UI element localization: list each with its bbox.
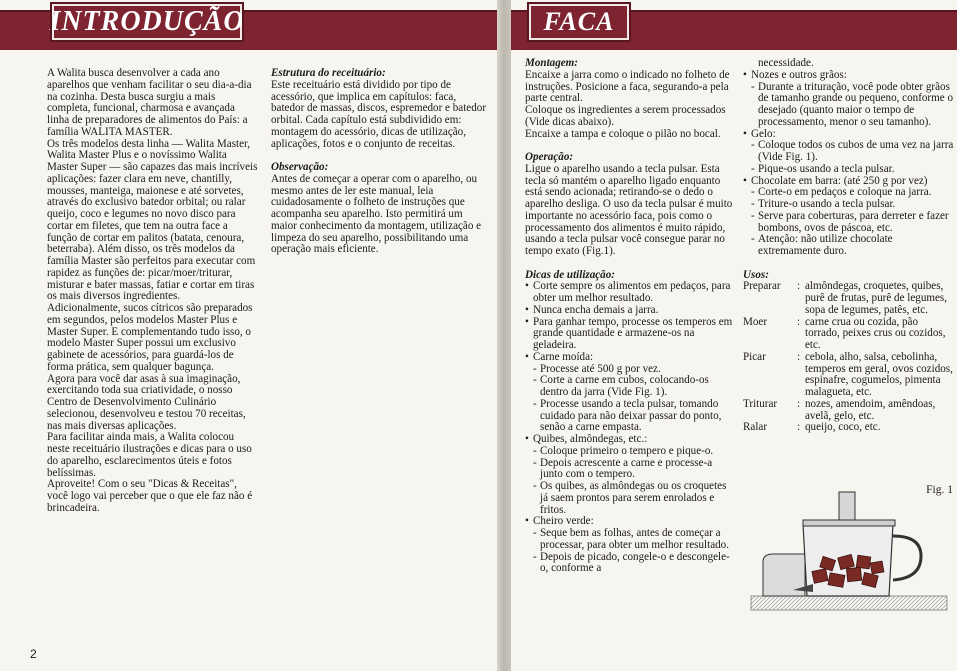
observacao-heading: Observação:: [271, 161, 329, 173]
montagem-text: Encaixe a jarra como o indicado no folheto de instruções. Posicione a faca, segurando-a pela parte central.: [525, 68, 730, 105]
table-row: Moer : carne crua ou cozida, pão torrado, peixes crus ou cozidos, etc.: [743, 315, 946, 351]
sub-item: - Atenção: não utilize chocolate extremamente duro.: [751, 234, 955, 258]
sub-item: - Depois de picado, congele-o e descongele-o, conforme a: [533, 552, 737, 576]
list-item: • Carne moída: - Processe até 500 g por vez. - Corte a carne em cubos, colocando-os dentro da jarra (Vide Fig. 1). - Processe usando a tecla pulsar, tomando cuidado para não deixar passar do ponto, senão a carne empasta.: [525, 352, 737, 434]
page-number: 2: [30, 647, 37, 661]
sub-item: - Processe até 500 g por vez.: [533, 364, 737, 376]
sub-item: - Triture-o usando a tecla pulsar.: [751, 199, 955, 211]
list-item: • Chocolate em barra: (até 250 g por vez) - Corte-o em pedaços e coloque na jarra. - Triture-o usando a tecla pulsar. - Serve para coberturas, para derreter e fazer bombons, ovos de páscoa, etc. - Atenção: não utilize chocolate extremamente duro.: [743, 176, 955, 258]
usos-heading: Usos:: [743, 268, 769, 281]
book-gutter: [497, 0, 511, 671]
table-row: Preparar : almôndegas, croquetes, quibes, purê de frutas, purê de legumes, sopa de legumes, patês, etc.: [743, 280, 948, 316]
list-item: • Quibes, almôndegas, etc.: - Coloque primeiro o tempero e pique-o. - Depois acrescente a carne e processe-a junto com o tempero. - Os quibes, as almôndegas ou os croquetes já saem prontos para serem enrolados e fritos.: [525, 434, 737, 516]
list-item: • Corte sempre os alimentos em pedaços, para obter um melhor resultado.: [525, 281, 737, 305]
sub-item: - Pique-os usando a tecla pulsar.: [751, 164, 955, 176]
intro-paragraph: Agora para você dar asas à sua imaginação, exercitando toda sua criatividade, o nosso Centro de Desenvolvimento Culinário selecionou, desenvolveu e testou 70 receitas, nas mais diversas aplicações.: [47, 372, 246, 432]
list-item: • Gelo: - Coloque todos os cubos de uma vez na jarra (Vide Fig. 1). - Pique-os usando a tecla pulsar.: [743, 129, 955, 176]
faca-column-2: [743, 58, 955, 434]
continued-text: necessidade.: [758, 57, 814, 69]
intro-column: [47, 68, 259, 515]
sub-item: - Seque bem as folhas, antes de começar a processar, para obter um melhor resultado.: [533, 528, 737, 552]
sub-item: - Coloque primeiro o tempero e pique-o.: [533, 446, 737, 458]
dicas-list-continued: [743, 70, 955, 258]
structure-column: [271, 68, 489, 256]
sub-item: - Depois acrescente a carne e processe-a junto com o tempero.: [533, 458, 737, 482]
sub-item: - Corte a carne em cubos, colocando-os dentro da jarra (Vide Fig. 1).: [533, 375, 737, 399]
table-row: Triturar : nozes, amendoim, amêndoas, avelã, gelo, etc.: [743, 397, 936, 422]
sub-item: - Os quibes, as almôndegas ou os croquetes já saem prontos para serem enrolados e fritos.: [533, 481, 737, 516]
sub-item: - Coloque todos os cubos de uma vez na jarra (Vide Fig. 1).: [751, 140, 955, 164]
intro-paragraph: Adicionalmente, sucos cítricos são preparados em segundos, pelos modelos Master Plus e Master Super. E complementando tudo isso, o modelo Master Super possui um exclusivo gabinete de acessórios, para guardá-los de forma prática, sem qualquer bagunça.: [47, 302, 253, 373]
list-item: • Nunca encha demais a jarra.: [525, 305, 737, 317]
intro-paragraph: Aproveite! Com o seu "Dicas & Receitas", você logo vai perceber que o que ele faz não é brincadeira.: [47, 478, 253, 514]
intro-paragraph: Os três modelos desta linha — Walita Master, Walita Master Plus e o novíssimo Walita Master Super — são capazes das mais incríveis aplicações: fazer clara em neve, chantilly, mousses, manteiga, maionese e até sorvetes, através do exclusivo batedor orbital; ou ralar queijo, coco e legumes no novo disco para cortar em filetes, que tem na outra face a função de cortar em palitos (batata, cenoura, beterraba). Além disso, os três modelos da família Master são perfeitos para executar com rapidez as funções de: picar/moer/triturar, misturar e bater massas, fatiar e cortar em tiras os mais diversos ingredientes.: [47, 137, 258, 303]
list-item: • Para ganhar tempo, processe os temperos em grande quantidade e armazene-os na geladeira.: [525, 317, 737, 352]
observacao-text: Antes de começar a operar com o aparelho, ou mesmo antes de ler este manual, leia cuidadosamente o folheto de instruções que acompanha seu aparelho. Isto permitirá um maior conhecimento da montagem, utilização e limpeza do seu aparelho, possibilitando uma operação mais eficiente.: [271, 172, 482, 256]
sub-item: - Processe usando a tecla pulsar, tomando cuidado para não deixar passar do ponto, senão a carne empasta.: [533, 399, 737, 434]
food-processor-illustration: [743, 484, 955, 612]
montagem-text: Encaixe a tampa e coloque o pilão no bocal.: [525, 127, 721, 140]
intro-paragraph: Para facilitar ainda mais, a Walita colocou neste receituário ilustrações e dicas para o uso do aparelho, esclarecimentos úteis e fotos belíssimas.: [47, 431, 252, 479]
dicas-heading: Dicas de utilização:: [525, 268, 615, 281]
list-item: • Cheiro verde: - Seque bem as folhas, antes de começar a processar, para obter um melhor resultado. - Depois de picado, congele-o e descongele-o, conforme a: [525, 516, 737, 575]
montagem-text: Coloque os ingredientes a serem processados (Vide dicas abaixo).: [525, 104, 726, 128]
dicas-list: [525, 281, 737, 575]
estrutura-text: Este receituário está dividido por tipo de acessório, que implica em capítulos: faca, batedor de massas, discos, espremedor e batedor orbital. Cada capítulo está subdividido em: montagem do acessório, dicas de utilização, aplicações, fotos e o conjunto de receitas.: [271, 78, 487, 150]
right-page: [511, 0, 957, 671]
sub-item: - Serve para coberturas, para derreter e fazer bombons, ovos de páscoa, etc.: [751, 211, 955, 235]
usos-table: [743, 281, 955, 434]
table-row: Picar : cebola, alho, salsa, cebolinha, temperos em geral, ovos cozidos, espinafre, cogumelos, pimenta malagueta, etc.: [743, 350, 953, 398]
table-row: Ralar : queijo, coco, etc.: [743, 421, 881, 434]
operacao-heading: Operação:: [525, 151, 574, 163]
estrutura-heading: Estrutura do receituário:: [271, 67, 386, 79]
operacao-text: Ligue o aparelho usando a tecla pulsar. Esta tecla só mantém o aparelho ligado enquanto está sendo acionada; retirando-se o dedo o aparelho desliga. O uso da tecla pulsar é muito importante no acessório faca, pois como o processamento dos alimentos é muito rápido, usando a tecla pulsar você consegue parar no tempo exato (Fig.1).: [525, 162, 733, 257]
page-title-introducao: INTRODUÇÃO: [52, 4, 242, 40]
figure-label: Fig. 1: [926, 484, 953, 496]
figure-1: [743, 484, 955, 612]
sub-item: - Corte-o em pedaços e coloque na jarra.: [751, 187, 955, 199]
montagem-heading: Montagem:: [525, 57, 579, 69]
faca-column-1: [525, 58, 737, 575]
list-item: • Nozes e outros grãos: - Durante a trituração, você pode obter grãos de tamanho grande ou pequeno, conforme o desejado (quanto maior o tempo de processamento, menor o seu tamanho).: [743, 70, 955, 129]
intro-paragraph: A Walita busca desenvolver a cada ano aparelhos que venham facilitar o seu dia-a-dia na cozinha. Desta busca surgiu a mais completa, funcional, charmosa e avançada linha de preparadores de alimentos do País: a família WALITA MASTER.: [47, 67, 252, 138]
sub-item: - Durante a trituração, você pode obter grãos de tamanho grande ou pequeno, conforme o desejado (quanto maior o tempo de processamento, menor o seu tamanho).: [751, 82, 955, 129]
page-title-faca: FACA: [529, 4, 629, 40]
